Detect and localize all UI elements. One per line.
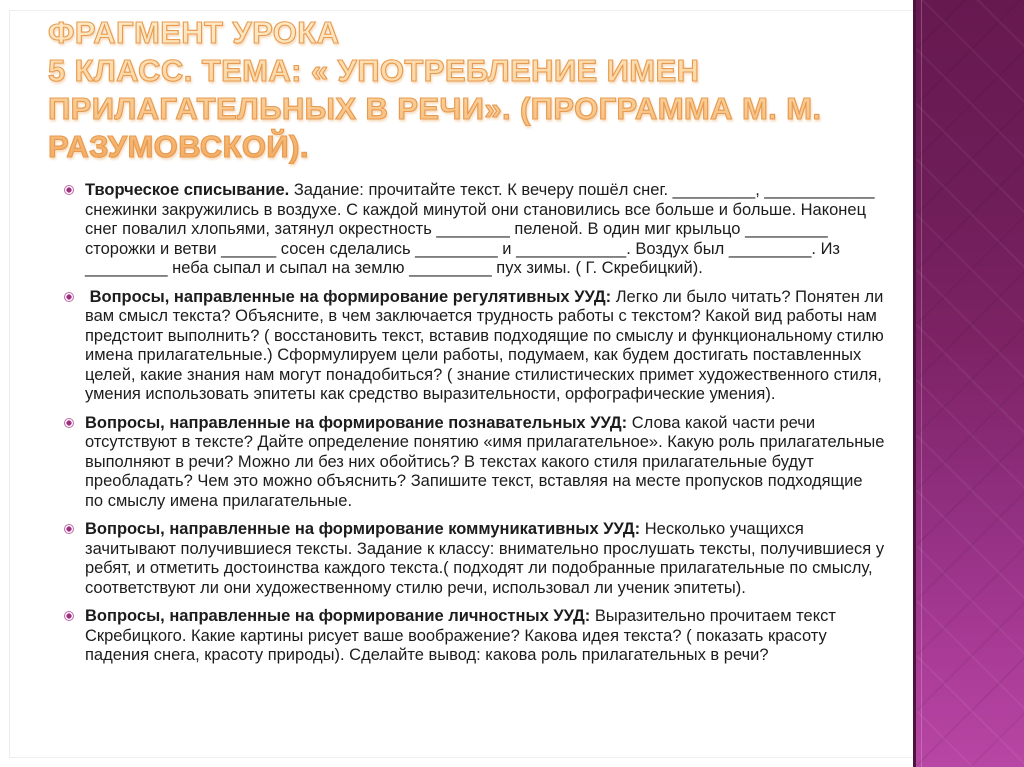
bullet-icon xyxy=(64,418,74,428)
bullet-icon xyxy=(64,611,74,621)
list-item-text: Слова какой части речи отсутствуют в тексте? Дайте определение понятию «имя прилагательное». Какую роль прилагательные выполняют в речи? Можно ли без них обойтись? В текстах какого стиля прилагательные будут преобладать? Чем это можно объяснить? Запишите текст, вставляя на месте пропусков подходящие по смыслу имена прилагательные. xyxy=(85,413,890,510)
bullet-icon xyxy=(64,185,74,195)
list-item-lead: Вопросы, направленные на формирование регулятивных УУД: xyxy=(85,287,612,306)
bullet-icon xyxy=(64,292,74,302)
list-item-text: Задание: прочитайте текст. К вечеру пошёл снег. _________, ____________ снежинки закружились в воздухе. С каждой минутой они становились все больше и больше. Наконец снег повалил хлопьями, затянул окрестность ________ пеленой. В один миг крыльцо _________ сторожки и ветви ______ сосен сделались _________ и ____________. Воздух был _________. Из _________ неба сыпал и сыпал на землю _________ пух зимы. ( Г. Скребицкий). xyxy=(85,181,880,277)
slide-title-line1: ФРАГМЕНТ УРОКА xyxy=(48,15,340,50)
slide-title xyxy=(48,14,886,166)
list-item-lead: Вопросы, направленные на формирование личностных УУД: xyxy=(85,607,591,625)
slide-frame-bottom xyxy=(9,757,913,758)
list-item xyxy=(63,287,889,405)
list-item xyxy=(63,520,889,598)
list-item-lead: Творческое списывание. xyxy=(85,181,290,199)
slide-title-line2: 5 КЛАСС. ТЕМА: « УПОТРЕБЛЕНИЕ ИМЕН ПРИЛАГАТЕЛЬНЫХ В РЕЧИ». (ПРОГРАММА М. М. РАЗУМОВСКОЙ). xyxy=(48,53,822,164)
list-item xyxy=(63,181,885,279)
list-item xyxy=(63,413,890,512)
slide-body xyxy=(63,181,890,675)
decorative-side-band xyxy=(913,0,1024,767)
slide-frame-top xyxy=(9,10,913,11)
slide-frame-left xyxy=(9,10,10,758)
list-item-text: Несколько учащихся зачитывают получившиеся тексты. Задание к классу: внимательно прослушать тексты, получившиеся у ребят, и отметить достоинства каждого текста.( подходят ли подобранные прилагательные по смыслу, соответствуют ли они художественному стилю речи, использовал ли ученик эпитеты). xyxy=(85,520,889,597)
list-item-text: Легко ли было читать? Понятен ли вам смысл текста? Объясните, в чем заключается трудность работы с текстом? Какой вид работы нам предстоит выполнить? ( восстановить текст, вставив подходящие по смыслу и функциональному стилю имена прилагательные.) Сформулируем цели работы, подумаем, как будем достигать поставленных целей, какие знания нам могут понадобиться? ( знание стилистических примет художественного стиля, умения использовать эпитеты как средство выразительности, орфографические умения). xyxy=(85,287,889,403)
list-item xyxy=(63,607,885,666)
list-item-lead: Вопросы, направленные на формирование познавательных УУД: xyxy=(85,413,628,432)
list-item-text: Выразительно прочитаем текст Скребицкого. Какие картины рисует ваше воображение? Какова идея текста? ( показать красоту падения снега, красоту природы). Сделайте вывод: какова роль прилагательных в речи? xyxy=(85,607,841,664)
bullet-icon xyxy=(64,524,74,534)
list-item-lead: Вопросы, направленные на формирование коммуникативных УУД: xyxy=(85,520,641,538)
